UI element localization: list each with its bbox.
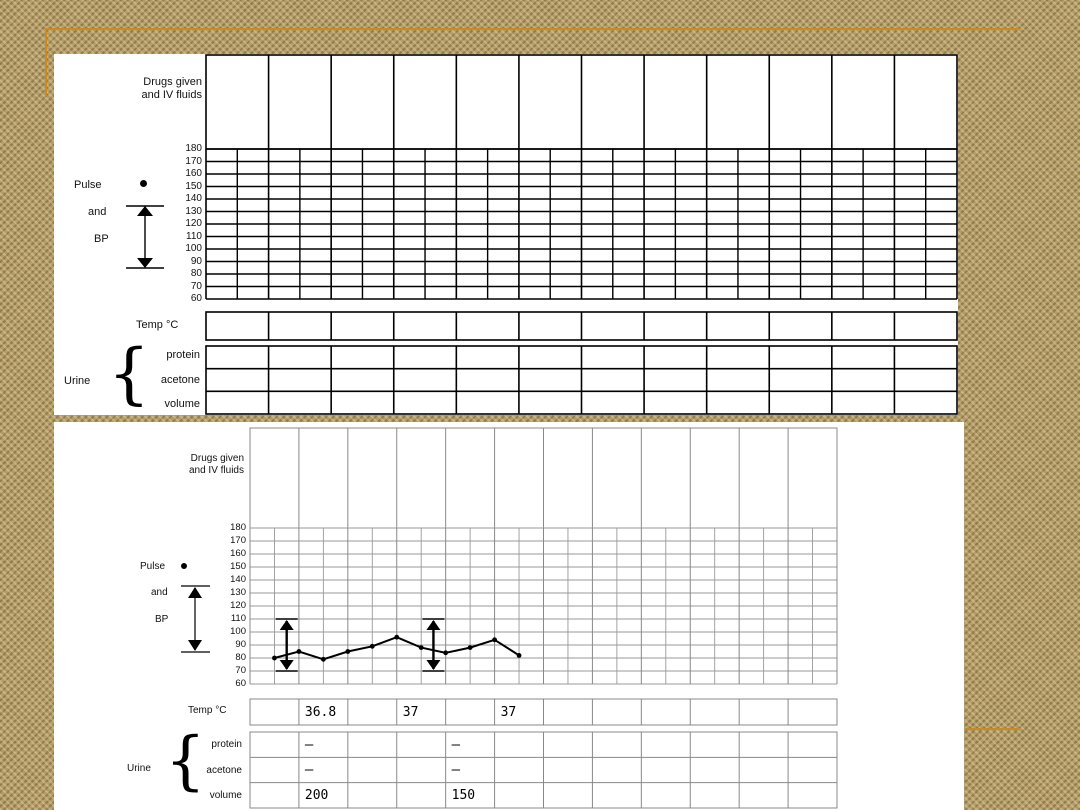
protein-entry: — xyxy=(304,736,314,753)
temperature-entry: 36.8 xyxy=(304,704,337,720)
y-tick-label: 100 xyxy=(185,243,202,254)
y-tick-label: 70 xyxy=(190,280,202,292)
bp-label: BP xyxy=(155,614,169,625)
pulse-point xyxy=(272,656,277,661)
urine-label: Urine xyxy=(64,375,91,387)
pulse-point xyxy=(370,644,375,649)
pulse-point xyxy=(321,657,326,662)
and-label: and xyxy=(88,206,107,218)
temp-label: Temp °C xyxy=(136,319,179,331)
and-label: and xyxy=(151,587,168,598)
double-arrow-icon xyxy=(124,202,184,277)
y-tick-label: 170 xyxy=(230,535,246,547)
y-tick-label: 160 xyxy=(185,168,202,179)
y-tick-label: 80 xyxy=(235,652,246,664)
drugs-iv-label: Drugs given and IV fluids xyxy=(141,76,202,101)
y-tick-label: 160 xyxy=(230,548,246,560)
y-tick-label: 120 xyxy=(185,218,202,229)
y-tick-label: 140 xyxy=(230,574,246,586)
y-tick-label: 170 xyxy=(185,155,202,167)
urine-volume-entry: 200 xyxy=(304,787,329,803)
y-tick-label: 110 xyxy=(230,613,246,625)
pulse-label: Pulse xyxy=(140,561,166,572)
pulse-point xyxy=(468,645,473,650)
urine-volume-entry: 150 xyxy=(451,787,476,803)
y-tick-label: 120 xyxy=(230,600,246,612)
double-arrow-icon xyxy=(180,584,220,654)
pulse-point xyxy=(345,649,350,654)
blank-partograph-chart xyxy=(54,54,958,415)
y-tick-label: 130 xyxy=(185,205,202,217)
pulse-label: Pulse xyxy=(74,179,102,191)
urine-brace-icon: { xyxy=(108,335,150,412)
slide-accent-line-top xyxy=(45,28,1020,30)
urine-row-protein: protein xyxy=(211,739,242,750)
urine-label: Urine xyxy=(127,763,151,774)
urine-row-acetone: acetone xyxy=(160,374,200,386)
pulse-point xyxy=(394,635,399,640)
y-tick-label: 150 xyxy=(230,561,246,573)
pulse-point xyxy=(297,649,302,654)
y-tick-label: 80 xyxy=(190,268,202,279)
acetone-entry: — xyxy=(451,762,461,778)
filled-dot-icon xyxy=(181,563,187,569)
y-tick-label: 150 xyxy=(185,180,202,192)
pulse-point xyxy=(443,650,448,655)
urine-brace-icon: { xyxy=(165,724,206,798)
y-tick-label: 90 xyxy=(190,255,202,267)
acetone-entry: — xyxy=(304,762,314,778)
drugs-iv-label: Drugs given and IV fluids xyxy=(188,453,244,476)
slide-accent-line-right xyxy=(965,728,1020,730)
urine-row-volume: volume xyxy=(209,790,242,801)
temperature-entry: 37 xyxy=(500,704,517,720)
filled-partograph-chart xyxy=(54,422,964,810)
y-tick-label: 180 xyxy=(185,143,202,154)
y-tick-label: 180 xyxy=(230,522,246,534)
temp-label: Temp °C xyxy=(188,705,227,716)
y-tick-label: 60 xyxy=(190,293,202,304)
urine-row-volume: volume xyxy=(164,398,200,410)
y-tick-label: 70 xyxy=(235,665,246,677)
bp-label: BP xyxy=(94,233,109,245)
y-tick-label: 110 xyxy=(186,230,202,242)
temperature-entry: 37 xyxy=(402,704,419,720)
pulse-point xyxy=(492,637,497,642)
urine-row-acetone: acetone xyxy=(206,765,242,776)
pulse-point xyxy=(419,645,424,650)
y-tick-label: 60 xyxy=(235,678,246,690)
y-tick-label: 100 xyxy=(230,626,246,638)
y-tick-label: 90 xyxy=(235,639,246,651)
filled-dot-icon xyxy=(140,180,147,187)
urine-row-protein: protein xyxy=(166,349,200,361)
y-tick-label: 140 xyxy=(185,193,202,204)
pulse-point xyxy=(517,653,522,658)
protein-entry: — xyxy=(451,736,461,753)
slide-accent-line-left xyxy=(45,28,47,96)
y-tick-label: 130 xyxy=(230,587,246,599)
